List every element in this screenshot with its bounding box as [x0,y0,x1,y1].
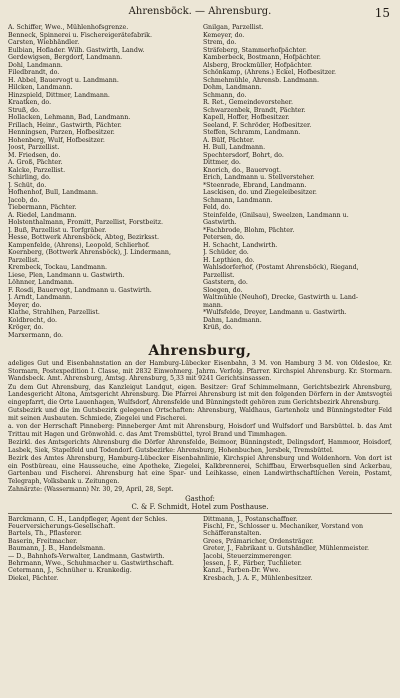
directory-entry: H. Lepthien, do. [203,256,255,264]
directory-entry: Parzellist. [203,271,235,279]
directory-entry: Jacob, do. [8,196,40,204]
directory-entry: Hohenberg, Wulf, Hofbesitzer. [8,136,105,144]
section-title: Ahrensburg, [148,343,252,359]
body-paragraph: Gutsbezirk und die im Gutsbezirk gelegenen Ortschaften: Ahrensburg, Waldhaus, Gartenholz und Bünningstedter Feld mit seinen Ausbauten. Schmiede, Ziegelei und Fischerei. [8,407,392,422]
directory-entry: Gaststern, do. [203,279,248,286]
directory-entry: Dittmann, J., Postanschaffner. [203,515,298,523]
directory-entry: Liese, Plen, Landmann u. Gastwirth. [8,271,125,279]
directory-entry: Dahm, Landmann. [203,316,262,324]
directory-entry: Hinzspield, Dittmer, Landmann. [8,91,110,99]
directory-entry: J. Buß, Parzellist u. Torfgräber. [8,226,107,234]
directory-entry: Hesse, Bottwerk Ahrensböck, Abteg, Bezirksst. [8,234,160,241]
running-title: Ahrensböck. — Ahrensburg. [128,6,272,17]
directory-entry: Seeland, F. Schröder, Hofbesitzer. [203,121,312,129]
directory-entry: M. Friedsen, do. [8,151,61,159]
body-paragraph: a. von der Herrschaft Pinneberg: Pinneberger Amt mit Ahrensburg, Hoisdorf und Wulfsdorf und Barsbüttel. b. das Amt Trittau mit Hagen und Grönwohld. c. das Amt Tremsbüttel, tyrol Brand und Timmhagen. [8,423,392,438]
directory-entry: Krembeck, Tockau, Landmann. [8,264,108,271]
directory-entry: Schäfferanstalten. [203,530,262,538]
directory-entry: Kalcke, Parzellist. [8,166,66,174]
directory-entry: Alsberg, Brockmüller, Hofpächter. [203,61,313,69]
directory-entry: Wahlsdorferhof, (Postamt Ahrensböck), Riegand, [203,264,359,271]
directory-entry: Eulbian, Hoflader. Wilh. Gastwirth, Landw. [8,46,145,54]
directory-entry: A. Groß, Pächter. [8,159,63,166]
directory-entry: *Steenrade, Ebrand, Landmann. [203,181,307,189]
directory-entry: J. Arndt, Landmann. [8,294,73,301]
right-column [203,24,392,339]
directory-entry: F. Rosdi, Bauervogt, Landmann u. Gastwirth. [8,286,152,294]
directory-entry: Dohl, Landmann. [8,61,63,69]
directory-entry: Kanzl., Farben-Dr. Wwe. [203,567,281,575]
directory-entry: Schmehmühle, Ahrensb. Landmann. [203,76,319,84]
directory-entry: Erich, Landmann u. Stellversteher. [203,174,315,181]
directory-entry: Grees, Prämaricher, Ordensträger. [203,537,314,545]
directory-entry: H. Bull, Landmann. [203,144,266,151]
directory-entry: J. Schüder, do. [203,249,249,256]
directory-entry: Feuerversicherungs-Gesellschaft. [8,522,116,530]
directory-entry: Barckmann, C. H., Landpfleger, Agent der Schles. [8,515,168,523]
directory-entry: R. Ret., Gemeindevorsteher. [203,99,293,106]
directory-entry: H. Abbel, Bauervogt u. Landmann. [8,76,119,84]
directory-entry: *Wulfsfelde, Dreyer, Landmann u. Gastwirth. [203,309,347,316]
directory-entry: Kresbach, J. A. F., Mühlenbesitzer. [203,574,313,582]
directory-entry: Benneck, Spinnerei u. Fischereigerätefabrik. [8,31,152,39]
directory-entry: Carsten, Wiebhändler. [8,39,80,46]
directory-entry: Greter, J., Fabrikant u. Gutshändler, Mühlenmeister. [203,545,370,553]
gasthof-heading [8,495,392,511]
directory-entry: Klathe, Strahlhen, Parzellist. [8,309,100,316]
resident-columns [8,516,392,583]
gasthof-text: C. & F. Schmidt, Hotel zum Posthause. [131,502,269,511]
directory-entry: Joost, Parzellist. [8,144,60,151]
directory-entry: Diekel, Pächter. [8,574,59,582]
directory-entry: Kampenfelde, (Ahrens), Leopold, Schlierhof. [8,241,150,249]
directory-entry: Hofhenhof, Bull, Landmann. [8,189,98,196]
directory-entry: A. Bülf, Pächter. [203,136,255,144]
page-header [8,6,392,24]
directory-entry: Schmann, do. [203,91,247,99]
body-paragraph: Zahnärzte: (Wassermann) Nr. 30, 29, April, 28, Sept. [8,486,174,493]
directory-entry: Struß, do. [8,106,40,114]
section-body [8,360,392,494]
directory-entry: Feld, do. [203,204,231,211]
directory-entry: Holstenthalmann, Fromitt, Parzellist, Forstbeitz. [8,219,164,226]
page-number: 15 [374,6,390,20]
directory-entry: Tiebermann, Pächter. [8,204,77,211]
directory-entry: Gnilgan, Parzellist. [203,24,264,31]
directory-entry: Petersen, do. [203,234,245,241]
directory-entry: Marxermann, do. [8,331,64,339]
body-paragraph: Zu dem Gut Ahrensburg, das Kanzleigut Landgut, eigen. Besitzer: Graf Schimmelmann, Gerichtsbezirk Ahrensburg, Landesgericht Altona, Amtsgericht Ahrensburg. Die Pfarrei Ahrensburg ist mit den folgenden Dörfern in der Amtsvogtei eingepfarrt, die Orte Lauenhagen, Wulfsdorf, Ahrensfelde und Bünningstedt gehören zum Gerichtsbezirk Ahrensburg. [8,383,392,406]
directory-entry: Schmann, Landmann. [203,196,273,204]
directory-entry: Strem, do. [203,39,237,46]
directory-entry: Koldbrecht, do. [8,316,57,324]
directory-entry: Jacobi, Steuerzimmerenger. [203,552,292,560]
directory-entry: Fischl, Fr., Schlosser u. Mechaniker, Vorstand von [203,522,364,530]
directory-entry: Schönkamp, (Ahrens.) Eckel, Hofbesitzer. [203,69,337,76]
directory-entry: Meyer, do. [8,301,42,309]
directory-entry: Steinfelde, (Gnilsau), Sweelzen, Landmann u. [203,211,349,219]
directory-entry: Sloegen, do. [203,286,243,294]
directory-entry: Baumann, J. B., Handelsmann. [8,545,106,553]
directory-entry: J. Schüt, do. [8,181,47,189]
body-paragraph: Bezirk des Amtes Ahrensburg, Hamburg-Lübecker Eisenbahnlinie, Kirchspiel Ahrensburg und Woldenhorn. Von dort ist ein Postbüreau, eine Hausseuche, eine Apotheke, Ziegelei, Kalkbrennerei, Schiffbau, Erwerbsquellen sind Ackerbau, Gartenbau und Fischerei. Ahrensburg hat eine Spar- und Leihkasse, einen Landwirthschaftlichen Verein, Postamt, Telegraph, Volksbank u. Zeitungen. [8,455,392,485]
directory-entry: Behrmann, Wwe., Schuhmacher u. Gastwirthschaft. [8,559,174,567]
directory-entry: Gastwirth. [203,219,237,226]
directory-entry: Dittmer, do. [203,159,241,166]
directory-entry: Bartels, Th., Pflasterer. [8,530,82,538]
directory-entry: Kröger, do. [8,324,44,331]
directory-entry: Sträfeberg, Stammerhofpächter. [203,46,307,54]
divider [8,513,392,514]
directory-entry: Gerdewigsen, Bergdorf, Landmann. [8,54,123,61]
directory-entry: Parzellist. [8,256,40,264]
directory-entry: *Fachbrode, Blohm, Pächter. [203,226,295,234]
directory-entry: Kemeyer, do. [203,31,245,39]
directory-entry: Cetermann, J., Schnüher u. Krankedig. [8,567,132,575]
resident-left-column [8,516,197,583]
directory-entry: Koernberg, (Bottwerk Ahrensböck), J. Lindermann, [8,249,171,256]
directory-entry: Knorich, do., Bauervogt. [203,166,281,174]
directory-entry: Lasckisen, do. und Ziegeleibesitzer. [203,189,317,196]
directory-entry: Kapell, Hoffer, Hofbesitzer. [203,114,290,121]
directory-entry: Hilcken, Landmann. [8,84,73,91]
directory-entry: Steffen, Schramm, Landmann. [203,129,301,136]
directory-entry: Schirling, do. [8,174,51,181]
directory-columns [8,24,392,339]
directory-entry: Schwarzenbek, Brandt, Pächter. [203,106,306,114]
body-paragraph: Bezirkl. des Amtsgerichts Ahrensburg die Dörfer Ahrensfelde, Beimoor, Bünningstedt, Delingsdorf, Hammoor, Hoisdorf, Lasbek, Siek, Stapelfeld und Todendorf. Gutsbezirke: Ahrensburg, Hohenbuchen, Jersbek, Tremsbüttel. [8,439,392,454]
directory-entry: Baserin, Freitmacher. [8,537,78,545]
directory-entry: Kraatken, do. [8,99,52,106]
directory-entry: Kamberbeck, Bostmann, Hofpächter. [203,54,321,61]
directory-entry: Waltmühle (Neuhof), Drecke, Gastwirth u. Land- [203,294,359,301]
body-paragraph: adeliges Gut und Eisenbahnstation an der Hamburg-Lübecker Eisenbahn, 3 M. von Hamburg 3 M. von Oldesloe, Kr. Stormarn, Postexpedition I. Classe, mit 2832 Einwohnerg. Jahrm. Verfolg. Pfarrer. Kirchspiel Ahrensburg. Kr. Stormarn. Wandsbeck. Amt. Ahrensburg, Amtsg. Ahrensburg, 5,33 mit 9241 Gerichtsinsassen. [8,360,392,382]
directory-entry: mann. [203,301,223,309]
directory-entry: H. Schacht, Landwirth. [203,241,278,249]
directory-entry: Dohm, Landmann. [203,84,262,91]
directory-entry: Frillach, Heinr., Gastwirth, Pächter. [8,121,122,129]
directory-entry: Spechtersdorf, Bohrt, do. [203,151,284,159]
left-column [8,24,197,339]
directory-entry: A. Riedel, Landmann. [8,211,77,219]
directory-entry: Henningsen, Parzen, Hofbesitzer. [8,129,115,136]
directory-entry: Löhnner, Landmann. [8,279,75,286]
directory-entry: Jessen, J. F., Färber, Tuchlieter. [203,559,302,567]
directory-entry: Filedbrandt, do. [8,69,60,76]
directory-entry: Hollacken, Lehmann, Bad, Landmann. [8,114,131,121]
directory-entry: Krüß, do. [203,324,233,331]
directory-entry: A. Schiffer, Wwe., Mühlenhofsgrenze. [8,24,129,31]
directory-entry: — D., Bahnhofs-Verwalter, Landmann, Gastwirth. [8,552,165,560]
gasthof-label: Gasthof: [185,494,215,503]
resident-right-column [203,516,392,583]
